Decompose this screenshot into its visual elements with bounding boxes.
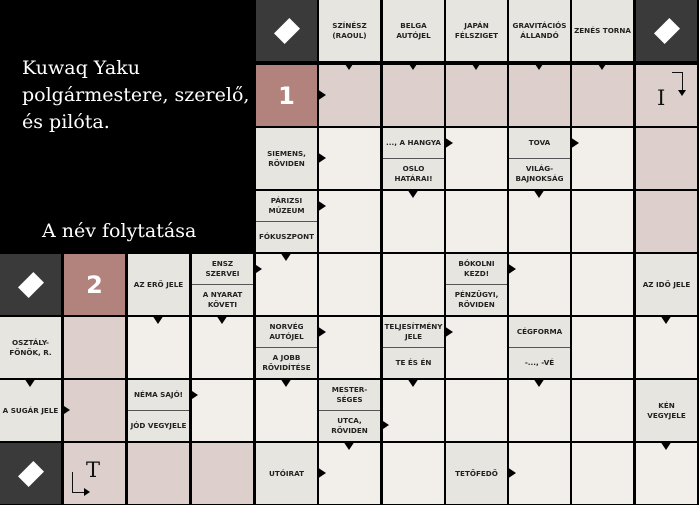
clue-text: BELGA AUTÓJEL xyxy=(396,20,431,40)
answer-cell[interactable] xyxy=(319,254,380,315)
arrow-down-icon xyxy=(470,61,482,70)
arrow-right-icon xyxy=(444,326,453,338)
answer-cell[interactable] xyxy=(64,380,125,441)
clue-cell xyxy=(192,254,253,315)
answer-cell[interactable] xyxy=(636,191,697,252)
answer-cell[interactable] xyxy=(319,191,380,252)
answer-cell[interactable] xyxy=(509,191,570,252)
clue-text: BÓKOLNI KEZD! xyxy=(458,259,495,278)
clue-text: OSLO HATÁRAI! xyxy=(383,158,444,189)
answer-cell[interactable] xyxy=(383,191,444,252)
clue-cell xyxy=(256,443,317,504)
clue-cell xyxy=(446,254,507,315)
clue-cell xyxy=(509,128,570,189)
answer-cell[interactable] xyxy=(383,65,444,126)
answer-cell[interactable] xyxy=(509,443,570,504)
arrow-right-icon xyxy=(253,263,262,275)
clue-text: UTCA, RÖVIDEN xyxy=(319,410,380,441)
clue-text: A SUGÁR JELE xyxy=(2,405,59,415)
clue-text: SZÍNÉSZ (RAOUL) xyxy=(332,20,367,40)
arrow-down-icon xyxy=(660,441,672,450)
arrow-down-icon xyxy=(407,61,419,70)
answer-cell[interactable] xyxy=(446,380,507,441)
arrow-down-icon xyxy=(407,189,419,198)
arrow-down-icon xyxy=(152,315,164,324)
clue-text: PÉNZÜGYI, RÖVIDEN xyxy=(446,284,507,315)
arrow-down-icon xyxy=(533,189,545,198)
clue-text: JAPÁN FÉLSZIGET xyxy=(454,20,499,40)
clue-text: JÓD VEGYJELE xyxy=(128,410,189,441)
answer-cell[interactable] xyxy=(572,254,633,315)
answer-cell[interactable] xyxy=(256,254,317,315)
diamond-icon xyxy=(654,18,680,44)
clue-text: ..., A HANGYA xyxy=(386,138,441,148)
numbered-cell[interactable] xyxy=(64,254,125,315)
answer-cell[interactable] xyxy=(446,191,507,252)
clue-cell xyxy=(383,317,444,378)
arrow-right-icon xyxy=(61,404,70,416)
clue-text: TELJESÍTMÉNY JELE xyxy=(384,322,443,341)
arrow-down-icon xyxy=(533,61,545,70)
clue-text: AZ IDŐ JELE xyxy=(642,279,691,289)
clue-text: ENSZ SZERVEI xyxy=(205,259,240,278)
answer-cell[interactable] xyxy=(572,128,633,189)
arrow-down-icon xyxy=(596,61,608,70)
answer-cell[interactable] xyxy=(319,443,380,504)
answer-cell[interactable] xyxy=(572,191,633,252)
answer-cell[interactable] xyxy=(128,443,189,504)
arrow-down-icon xyxy=(343,441,355,450)
answer-cell[interactable] xyxy=(319,65,380,126)
clue-text: CÉGFORMA xyxy=(516,327,563,337)
clue-cell xyxy=(383,0,444,61)
clue-text: AZ ERŐ JELE xyxy=(133,279,184,289)
answer-cell[interactable] xyxy=(383,254,444,315)
arrow-right-icon xyxy=(317,326,326,338)
answer-cell[interactable] xyxy=(64,317,125,378)
clue-cell xyxy=(256,191,317,252)
clue-text: ZENÉS TORNA xyxy=(574,25,631,35)
clue-cell xyxy=(572,0,633,61)
clue-cell xyxy=(319,0,380,61)
answer-cell[interactable] xyxy=(192,443,253,504)
answer-cell[interactable] xyxy=(572,443,633,504)
clue-cell xyxy=(0,317,61,378)
clue-text: UTÓIRAT xyxy=(269,468,304,478)
diamond-block xyxy=(256,0,317,61)
clue-cell xyxy=(128,380,189,441)
arrow-right-icon xyxy=(380,419,389,431)
arrow-down-icon xyxy=(407,378,419,387)
clue-text: A NYARAT KÖVETI xyxy=(192,284,253,315)
arrow-down-icon xyxy=(343,61,355,70)
arrow-down-icon xyxy=(533,378,545,387)
answer-cell[interactable] xyxy=(572,380,633,441)
answer-cell[interactable] xyxy=(509,254,570,315)
clue-text: GRAVITÁCIÓS ÁLLANDÓ xyxy=(512,20,567,40)
diamond-icon xyxy=(18,272,44,298)
arrow-down-icon xyxy=(24,378,36,387)
clue-text: A JOBB RÖVIDÍTÉSE xyxy=(256,347,317,378)
clue-text: TETŐFEDŐ xyxy=(455,468,498,478)
clue-cell xyxy=(636,380,697,441)
arrow-down-icon xyxy=(280,378,292,387)
answer-cell[interactable] xyxy=(319,128,380,189)
corner-letter-bottom: T xyxy=(86,458,101,482)
clue-cell xyxy=(636,254,697,315)
clue-cell xyxy=(319,380,380,441)
clue-cell xyxy=(446,443,507,504)
answer-cell[interactable] xyxy=(509,380,570,441)
arrow-right-icon xyxy=(317,200,326,212)
clue-cell xyxy=(509,0,570,61)
answer-cell[interactable] xyxy=(572,317,633,378)
corner-letter-top: I xyxy=(657,86,666,110)
clue-text: -..., -VÉ xyxy=(509,347,570,378)
diamond-icon xyxy=(18,461,44,487)
numbered-cell[interactable] xyxy=(256,65,317,126)
clue-cell xyxy=(128,254,189,315)
clue-text: PÁRIZSI MÚZEUM xyxy=(268,196,305,215)
answer-cell[interactable] xyxy=(636,317,697,378)
arrow-down-icon xyxy=(216,315,228,324)
arrow-right-icon xyxy=(317,152,326,164)
clue-cell xyxy=(446,0,507,61)
answer-cell[interactable] xyxy=(319,317,380,378)
arrow-down-icon xyxy=(660,315,672,324)
clue-cell xyxy=(0,380,61,441)
arrow-right-icon xyxy=(507,263,516,275)
clue-text: TE ÉS ÉN xyxy=(383,347,444,378)
clue-cell xyxy=(509,317,570,378)
answer-cell[interactable] xyxy=(446,317,507,378)
arrow-right-icon xyxy=(317,89,326,101)
answer-cell[interactable] xyxy=(572,65,633,126)
answer-cell[interactable] xyxy=(192,317,253,378)
answer-cell[interactable] xyxy=(383,443,444,504)
answer-cell[interactable] xyxy=(636,443,697,504)
arrow-right-icon xyxy=(317,467,326,479)
clue-cell xyxy=(256,128,317,189)
clue-cell xyxy=(256,317,317,378)
diamond-block xyxy=(0,254,61,315)
puzzle-title: Kuwaq Yaku polgármestere, szerelő, és pilóta. xyxy=(22,57,250,133)
answer-cell[interactable] xyxy=(509,65,570,126)
clue-text: OSZTÁLY- FŐNÖK, R. xyxy=(9,337,52,357)
arrow-right-icon xyxy=(507,467,516,479)
clue-text: SIEMENS, RÖVIDEN xyxy=(267,148,306,168)
clue-text: KÉN VEGYJELE xyxy=(647,400,686,420)
diamond-block xyxy=(636,0,697,61)
arrow-down-icon xyxy=(280,252,292,261)
clue-text: MESTER- SÉGES xyxy=(331,385,368,404)
answer-cell[interactable] xyxy=(192,380,253,441)
clue-cell xyxy=(383,128,444,189)
clue-text: TOVA xyxy=(528,138,551,148)
answer-cell[interactable] xyxy=(256,380,317,441)
clue-text: NORVÉG AUTÓJEL xyxy=(269,322,304,341)
diamond-icon xyxy=(274,18,300,44)
answer-cell[interactable] xyxy=(446,65,507,126)
arrow-right-icon xyxy=(444,137,453,149)
answer-cell[interactable] xyxy=(636,128,697,189)
arrow-right-icon xyxy=(189,389,198,401)
cell-number: 2 xyxy=(86,270,103,299)
corner-arrow-icon xyxy=(84,488,90,496)
puzzle-subtitle: A név folytatása xyxy=(42,220,197,242)
arrow-right-icon xyxy=(570,137,579,149)
corner-hook-icon xyxy=(672,72,683,91)
clue-text: FÓKUSZPONT xyxy=(256,221,317,252)
answer-cell[interactable] xyxy=(636,65,697,126)
clue-text: VILÁG- BAJNOKSÁG xyxy=(509,158,570,189)
corner-arrow-icon xyxy=(678,90,686,96)
diamond-block xyxy=(0,443,61,504)
answer-cell[interactable] xyxy=(446,128,507,189)
answer-cell[interactable] xyxy=(383,380,444,441)
answer-cell[interactable] xyxy=(128,317,189,378)
cell-number: 1 xyxy=(278,81,295,110)
clue-text: NÉMA SAJÓ! xyxy=(134,390,183,400)
